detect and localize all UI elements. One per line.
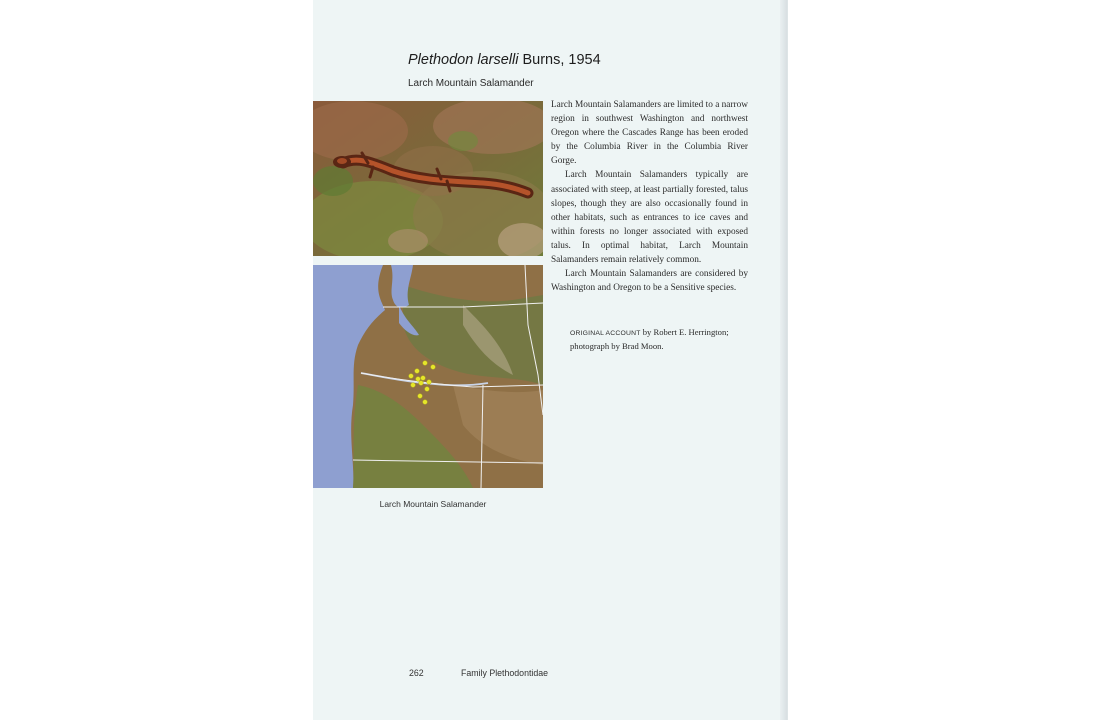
common-name: Larch Mountain Salamander — [408, 78, 534, 89]
species-title — [408, 52, 601, 68]
authority: Burns, 1954 — [522, 52, 601, 68]
credit-line — [570, 326, 755, 352]
page-number: 262 — [409, 668, 424, 678]
credit-text: by Robert E. Herrington; photograph by Brad Moon. — [570, 327, 729, 351]
credit-label: ORIGINAL ACCOUNT — [570, 330, 641, 337]
page-edge — [780, 0, 787, 720]
salamander-photo — [313, 101, 543, 256]
scientific-name: Plethodon larselli — [408, 52, 519, 68]
range-map — [313, 265, 543, 488]
paragraph-habitat: Larch Mountain Salamanders typically are associated with steep, at least partially forested, talus slopes, though they are also occasionally found in other habitats, such as entrances to ice caves and within forests no longer associated with exposed talus. In optimal habitat, Larch Mountain Salamanders remain relatively common. — [551, 170, 748, 266]
running-footer: Family Plethodontidae — [461, 668, 549, 678]
paragraph-status: Larch Mountain Salamanders are considered by Washington and Oregon to be a Sensitive species. — [551, 269, 748, 294]
paragraph-distribution: Larch Mountain Salamanders are limited to a narrow region in southwest Washington and northwest Oregon where the Cascades Range has been eroded by the Columbia River in the Columbia River Gorge. — [551, 100, 748, 167]
figure-caption: Larch Mountain Salamander — [379, 499, 487, 509]
species-account — [551, 98, 748, 295]
